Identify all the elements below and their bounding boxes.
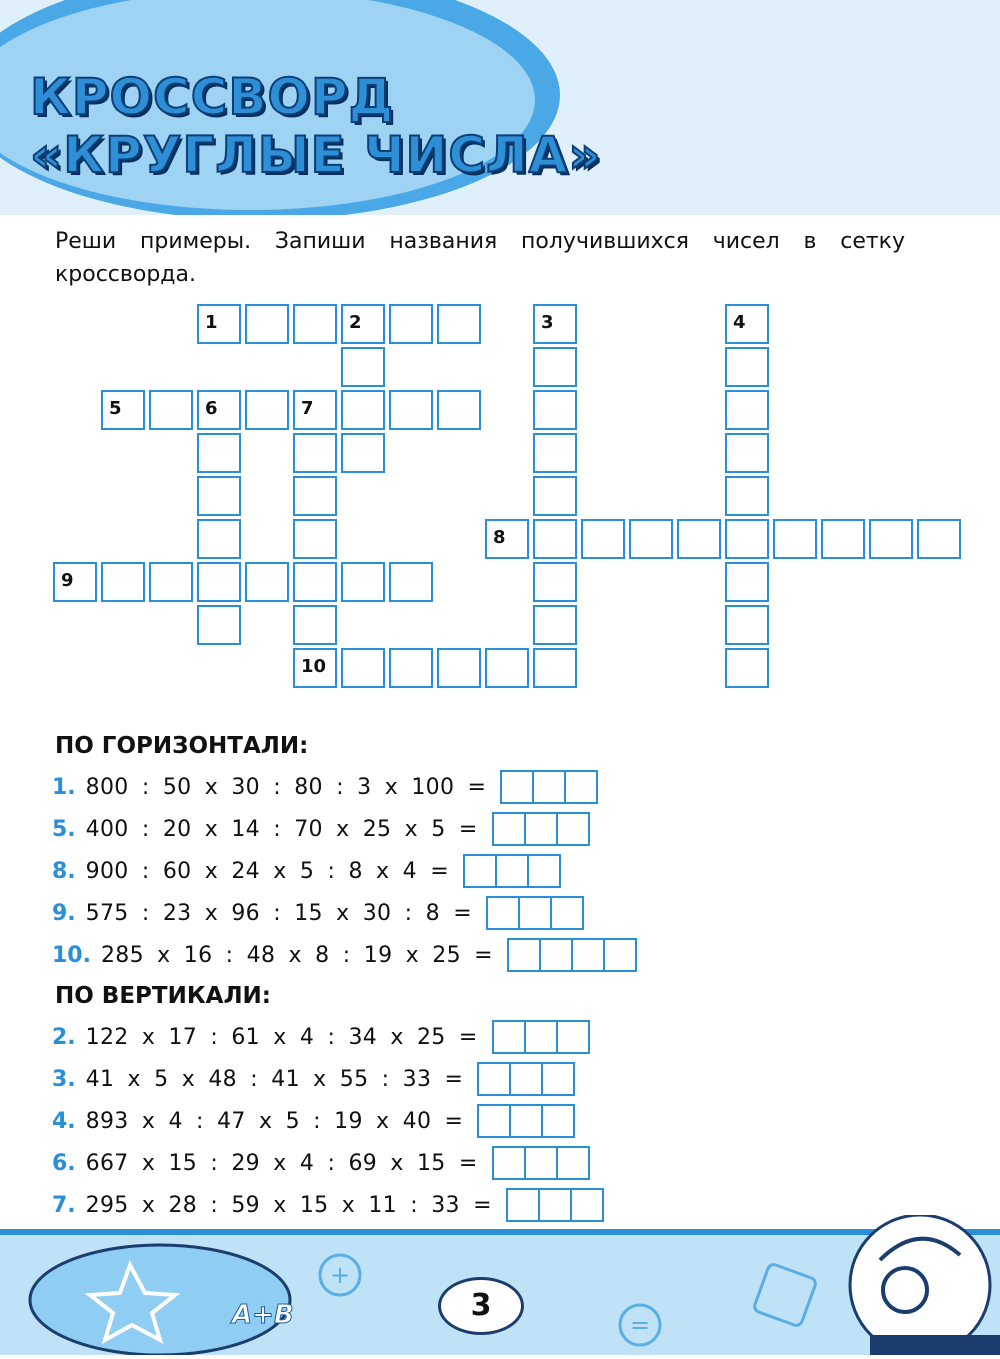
- clue-row: [52, 894, 582, 932]
- answer-box[interactable]: [463, 854, 497, 888]
- svg-text:=: =: [630, 1311, 651, 1339]
- answer-box[interactable]: [532, 770, 566, 804]
- answer-box[interactable]: [550, 896, 584, 930]
- crossword-cell[interactable]: [437, 390, 481, 430]
- crossword-cell[interactable]: [581, 519, 625, 559]
- clue-row-number: 10.: [52, 942, 91, 968]
- clue-number: 10: [301, 656, 327, 677]
- clue-expression: 122 x 17 : 61 x 4 : 34 x 25 =: [85, 1024, 478, 1050]
- answer-box[interactable]: [556, 1020, 590, 1054]
- crossword-cell[interactable]: [533, 648, 577, 688]
- answer-box[interactable]: [541, 1062, 575, 1096]
- crossword-cell[interactable]: [293, 304, 337, 344]
- answer-box[interactable]: [492, 812, 526, 846]
- clue-number: 7: [301, 398, 314, 419]
- answer-box[interactable]: [556, 812, 590, 846]
- clue-row-number: 7.: [52, 1192, 76, 1218]
- crossword-cell[interactable]: [341, 562, 385, 602]
- clue-number: 1: [205, 312, 218, 333]
- crossword-cell[interactable]: [101, 562, 145, 602]
- answer-box[interactable]: [492, 1146, 526, 1180]
- crossword-cell[interactable]: [53, 562, 97, 602]
- crossword-cell[interactable]: [437, 304, 481, 344]
- crossword-cell[interactable]: [725, 648, 769, 688]
- clue-expression: 41 x 5 x 48 : 41 x 55 : 33 =: [85, 1066, 464, 1092]
- crossword-cell[interactable]: [389, 390, 433, 430]
- crossword-cell[interactable]: [197, 433, 241, 473]
- answer-box[interactable]: [541, 1104, 575, 1138]
- crossword-cell[interactable]: [533, 433, 577, 473]
- clue-row-number: 5.: [52, 816, 76, 842]
- answer-boxes: [463, 854, 559, 888]
- crossword-cell[interactable]: [389, 648, 433, 688]
- answer-box[interactable]: [556, 1146, 590, 1180]
- answer-box[interactable]: [524, 812, 558, 846]
- crossword-cell[interactable]: [293, 648, 337, 688]
- crossword-cell[interactable]: [725, 304, 769, 344]
- crossword-cell[interactable]: [725, 476, 769, 516]
- answer-box[interactable]: [539, 938, 573, 972]
- crossword-cell[interactable]: [293, 605, 337, 645]
- crossword-cell[interactable]: [437, 648, 481, 688]
- answer-box[interactable]: [477, 1062, 511, 1096]
- crossword-cell[interactable]: [389, 304, 433, 344]
- clue-number: 2: [349, 312, 362, 333]
- clue-expression: 400 : 20 x 14 : 70 x 25 x 5 =: [85, 816, 478, 842]
- answer-boxes: [492, 1146, 588, 1180]
- clue-row: [52, 1144, 588, 1182]
- answer-box[interactable]: [500, 770, 534, 804]
- crossword-cell[interactable]: [725, 433, 769, 473]
- crossword-cell[interactable]: [533, 304, 577, 344]
- crossword-cell[interactable]: [341, 648, 385, 688]
- clue-row: [52, 1018, 588, 1056]
- answer-box[interactable]: [603, 938, 637, 972]
- crossword-cell[interactable]: [293, 562, 337, 602]
- crossword-cell[interactable]: [917, 519, 961, 559]
- clue-row: [52, 1060, 573, 1098]
- instruction-text: Реши примеры. Запиши названия получившихся чисел в сетку кроссворда.: [55, 229, 905, 287]
- crossword-cell[interactable]: [485, 648, 529, 688]
- clue-number: 9: [61, 570, 74, 591]
- answer-boxes: [492, 812, 588, 846]
- answer-box[interactable]: [509, 1104, 543, 1138]
- crossword-cell[interactable]: [245, 390, 289, 430]
- answer-box[interactable]: [486, 896, 520, 930]
- clue-row-number: 3.: [52, 1066, 76, 1092]
- answer-box[interactable]: [527, 854, 561, 888]
- answer-boxes: [500, 770, 596, 804]
- clue-row-number: 6.: [52, 1150, 76, 1176]
- crossword-cell[interactable]: [197, 562, 241, 602]
- answer-boxes: [492, 1020, 588, 1054]
- crossword-cell[interactable]: [341, 304, 385, 344]
- answer-boxes: [507, 938, 635, 972]
- crossword-cell[interactable]: [197, 605, 241, 645]
- clue-number: 5: [109, 398, 122, 419]
- decor-text-a-plus-b: A+B: [232, 1300, 294, 1330]
- answer-box[interactable]: [492, 1020, 526, 1054]
- crossword-cell[interactable]: [533, 390, 577, 430]
- clue-row-number: 1.: [52, 774, 76, 800]
- crossword-cell[interactable]: [149, 562, 193, 602]
- clue-row: [52, 1102, 573, 1140]
- clue-row: [52, 768, 596, 806]
- crossword-cell[interactable]: [245, 562, 289, 602]
- crossword-cell[interactable]: [725, 519, 769, 559]
- crossword-cell[interactable]: [293, 433, 337, 473]
- crossword-cell[interactable]: [485, 519, 529, 559]
- clue-expression: 893 x 4 : 47 x 5 : 19 x 40 =: [85, 1108, 464, 1134]
- crossword-cell[interactable]: [725, 605, 769, 645]
- crossword-cell[interactable]: [773, 519, 817, 559]
- clue-row: [52, 852, 559, 890]
- crossword-cell[interactable]: [725, 562, 769, 602]
- answer-box[interactable]: [509, 1062, 543, 1096]
- crossword-cell[interactable]: [533, 347, 577, 387]
- answer-box[interactable]: [524, 1020, 558, 1054]
- clue-row-number: 9.: [52, 900, 76, 926]
- title-line-2: «КРУГЛЫЕ ЧИСЛА»: [30, 126, 602, 184]
- answer-boxes: [486, 896, 582, 930]
- clue-number: 6: [205, 398, 218, 419]
- crossword-cell[interactable]: [149, 390, 193, 430]
- crossword-cell[interactable]: [821, 519, 865, 559]
- crossword-cell[interactable]: [245, 304, 289, 344]
- clue-expression: 295 x 28 : 59 x 15 x 11 : 33 =: [85, 1192, 492, 1218]
- crossword-cell[interactable]: [293, 390, 337, 430]
- answer-box[interactable]: [507, 938, 541, 972]
- crossword-cell[interactable]: [293, 476, 337, 516]
- crossword-cell[interactable]: [389, 562, 433, 602]
- page-title: [30, 68, 602, 184]
- answer-box[interactable]: [477, 1104, 511, 1138]
- clue-row: [52, 936, 635, 974]
- answer-box[interactable]: [571, 938, 605, 972]
- clue-row-number: 4.: [52, 1108, 76, 1134]
- crossword-cell[interactable]: [725, 390, 769, 430]
- answer-box[interactable]: [518, 896, 552, 930]
- clue-expression: 800 : 50 x 30 : 80 : 3 x 100 =: [85, 774, 487, 800]
- answer-boxes: [477, 1062, 573, 1096]
- answer-boxes: [477, 1104, 573, 1138]
- crossword-cell[interactable]: [725, 347, 769, 387]
- clue-expression: 667 x 15 : 29 x 4 : 69 x 15 =: [85, 1150, 478, 1176]
- crossword-cell[interactable]: [293, 519, 337, 559]
- crossword-cell[interactable]: [341, 390, 385, 430]
- clue-row: [52, 810, 588, 848]
- vertical-heading: ПО ВЕРТИКАЛИ:: [55, 983, 271, 1009]
- title-line-1: КРОССВОРД: [30, 68, 395, 126]
- crossword-cell[interactable]: [533, 476, 577, 516]
- crossword-cell[interactable]: [533, 605, 577, 645]
- crossword-cell[interactable]: [341, 347, 385, 387]
- clue-number: 3: [541, 312, 554, 333]
- crossword-cell[interactable]: [533, 562, 577, 602]
- clue-number: 8: [493, 527, 506, 548]
- crossword-cell[interactable]: [101, 390, 145, 430]
- clue-row-number: 8.: [52, 858, 76, 884]
- horizontal-heading: ПО ГОРИЗОНТАЛИ:: [55, 733, 309, 759]
- page-number: 3: [438, 1277, 524, 1335]
- clue-expression: 575 : 23 x 96 : 15 x 30 : 8 =: [85, 900, 472, 926]
- answer-box[interactable]: [564, 770, 598, 804]
- crossword-cell[interactable]: [341, 433, 385, 473]
- answer-box[interactable]: [524, 1146, 558, 1180]
- clue-expression: 285 x 16 : 48 x 8 : 19 x 25 =: [100, 942, 493, 968]
- answer-box[interactable]: [495, 854, 529, 888]
- svg-text:+: +: [330, 1261, 351, 1289]
- crossword-cell[interactable]: [197, 476, 241, 516]
- crossword-cell[interactable]: [629, 519, 673, 559]
- crossword-cell[interactable]: [869, 519, 913, 559]
- crossword-cell[interactable]: [533, 519, 577, 559]
- crossword-cell[interactable]: [677, 519, 721, 559]
- crossword-cell[interactable]: [197, 519, 241, 559]
- clue-number: 4: [733, 312, 746, 333]
- clue-row-number: 2.: [52, 1024, 76, 1050]
- crossword-cell[interactable]: [197, 304, 241, 344]
- clue-expression: 900 : 60 x 24 x 5 : 8 x 4 =: [85, 858, 449, 884]
- crossword-cell[interactable]: [197, 390, 241, 430]
